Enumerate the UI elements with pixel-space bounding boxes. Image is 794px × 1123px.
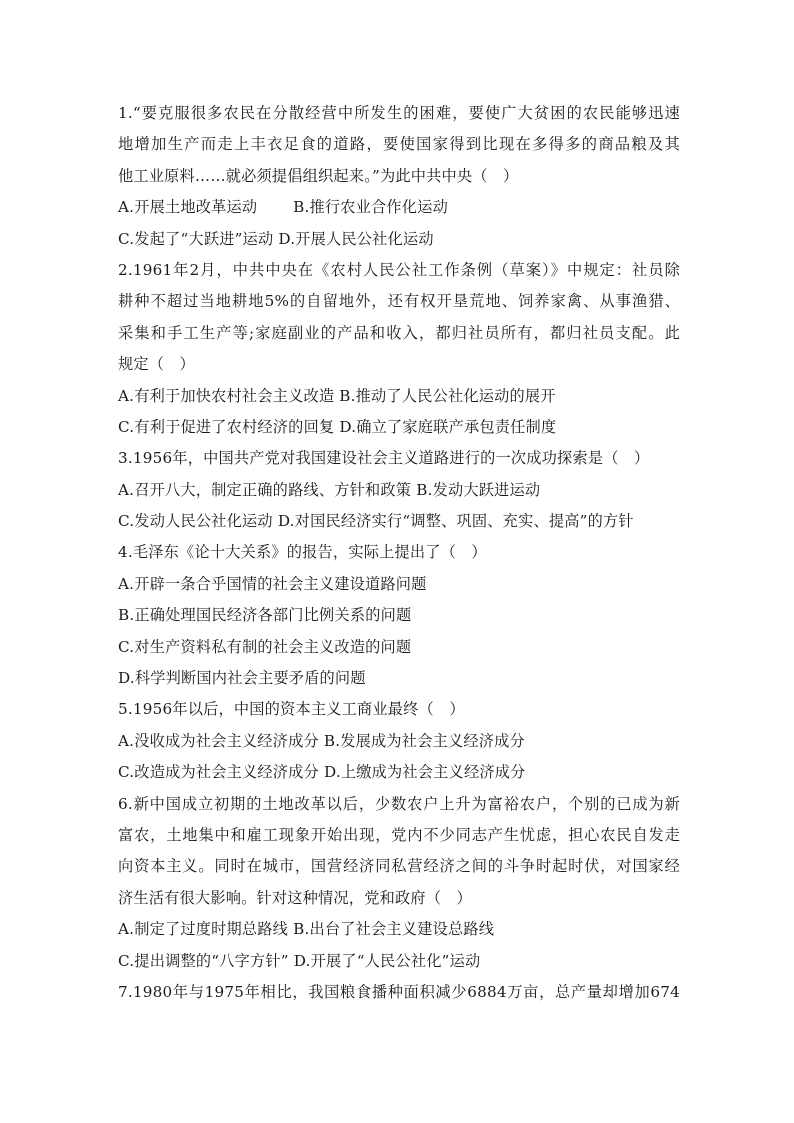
question-stem-line: 6.新中国成立初期的土地改革以后，少数农户上升为富裕农户，个别的已成为新 xyxy=(118,794,680,813)
question-stem-line: 地增加生产而走上丰衣足食的道路，要使国家得到比现在多得多的商品粮及其 xyxy=(118,135,680,154)
answer-option-line: C.发起了“大跃进”运动 D.开展人民公社化运动 xyxy=(118,229,434,248)
answer-option-line: A.制定了过度时期总路线 B.出台了社会主义建设总路线 xyxy=(118,920,495,939)
answer-option-line: C.有利于促进了农村经济的回复 D.确立了家庭联产承包责任制度 xyxy=(118,417,557,436)
question-list xyxy=(118,98,680,1008)
question-stem-line: 他工业原料……就必须提倡组织起来。”为此中共中央（ ） xyxy=(118,166,519,185)
question-stem-line: 向资本主义。同时在城市，国营经济同私营经济之间的斗争时起时伏，对国家经 xyxy=(118,857,680,876)
answer-option-line: D.科学判断国内社会主要矛盾的问题 xyxy=(118,669,366,688)
question-stem-line: 7.1980年与1975年相比，我国粮食播种面积减少6884万亩，总产量却增加674 xyxy=(118,982,680,1001)
question-5 xyxy=(118,694,680,788)
question-stem-line: 济生活有很大影响。针对这种情况，党和政府（ ） xyxy=(118,888,472,907)
question-stem-line: 1.“要克服很多农民在分散经营中所发生的困难，要使广大贫困的农民能够迅速 xyxy=(118,104,680,122)
answer-option-line: A.开展土地改革运动 B.推行农业合作化运动 xyxy=(118,198,448,217)
question-6 xyxy=(118,789,680,977)
answer-option-line: A.开辟一条合乎国情的社会主义建设道路问题 xyxy=(118,574,427,593)
question-4 xyxy=(118,537,680,694)
question-stem-line: 5.1956年以后，中国的资本主义工商业最终（ ） xyxy=(118,700,465,719)
question-stem-line: 采集和手工生产等;家庭副业的产品和收入，都归社员所有，都归社员支配。此 xyxy=(118,323,680,342)
answer-option-line: A.有利于加快农村社会主义改造 B.推动了人民公社化运动的展开 xyxy=(118,386,556,405)
question-stem-line: 规定（ ） xyxy=(118,355,195,374)
question-7 xyxy=(118,977,680,1008)
question-2 xyxy=(118,255,680,443)
question-stem-line: 耕种不超过当地耕地5%的自留地外，还有权开垦荒地、饲养家禽、从事渔猎、 xyxy=(118,292,680,311)
question-3 xyxy=(118,443,680,537)
question-stem-line: 3.1956年，中国共产党对我国建设社会主义道路进行的一次成功探索是（ ） xyxy=(118,449,650,468)
answer-option-line: C.提出调整的“八字方针” D.开展了“人民公社化”运动 xyxy=(118,951,481,970)
answer-option-line: C.改造成为社会主义经济成分 D.上缴成为社会主义经济成分 xyxy=(118,763,526,782)
answer-option-line: A.召开八大，制定正确的路线、方针和政策 B.发动大跃进运动 xyxy=(118,480,541,499)
answer-option-line: A.没收成为社会主义经济成分 B.发展成为社会主义经济成分 xyxy=(118,731,525,750)
question-stem-line: 4.毛泽东《论十大关系》的报告，实际上提出了（ ） xyxy=(118,543,487,562)
question-stem-line: 2.1961年2月，中共中央在《农村人民公社工作条例（草案）》中规定：社员除 xyxy=(118,260,680,279)
answer-option-line: B.正确处理国民经济各部门比例关系的问题 xyxy=(118,606,412,625)
answer-option-line: C.发动人民公社化运动 D.对国民经济实行“调整、巩固、充实、提高”的方针 xyxy=(118,512,634,531)
question-1 xyxy=(118,98,680,255)
question-stem-line: 富农，土地集中和雇工现象开始出现，党内不少同志产生忧虑，担心农民自发走 xyxy=(118,825,680,844)
answer-option-line: C.对生产资料私有制的社会主义改造的问题 xyxy=(118,637,412,656)
